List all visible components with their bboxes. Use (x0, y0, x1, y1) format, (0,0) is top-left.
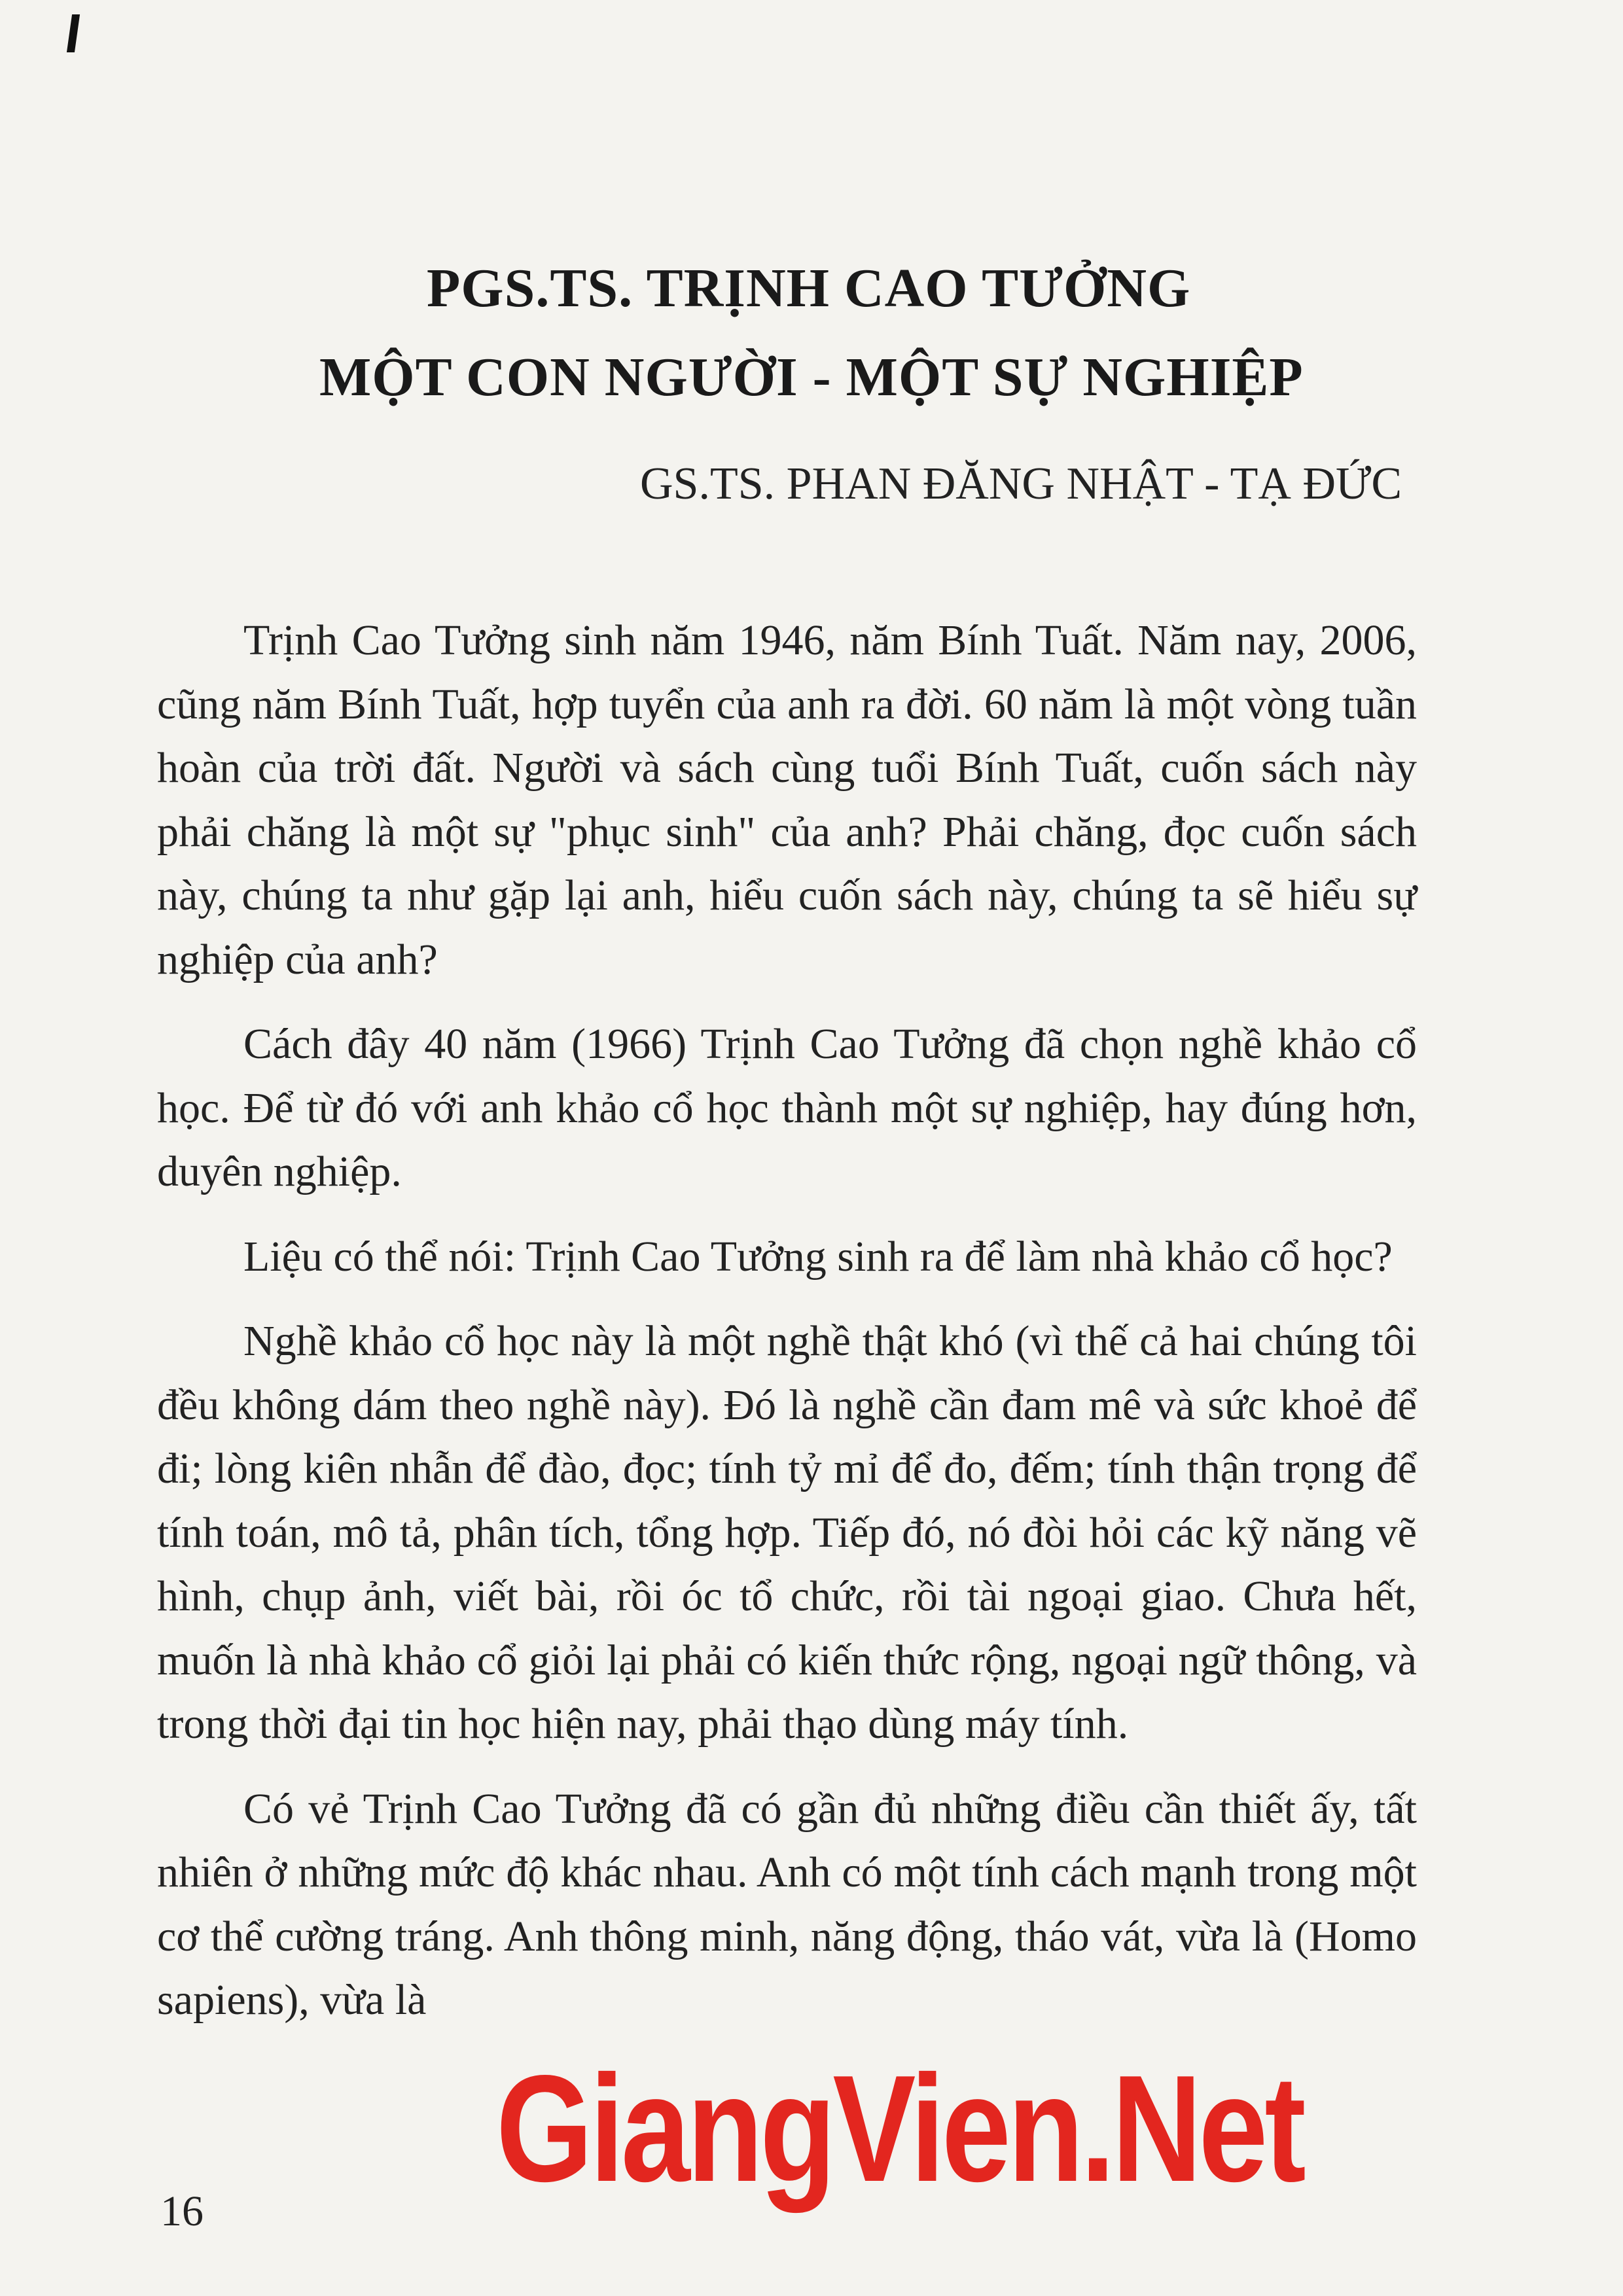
article-authors: GS.TS. PHAN ĐĂNG NHẬT - TẠ ĐỨC (640, 459, 1402, 509)
article-title-line-2: MỘT CON NGƯỜI - MỘT SỰ NGHIỆP (319, 347, 1304, 408)
body-paragraph: Cách đây 40 năm (1966) Trịnh Cao Tưởng đã chọn nghề khảo cổ học. Để từ đó với anh khảo cổ học thành một sự nghiệp, hay đúng hơn, duyên nghiệp. (157, 1020, 1417, 1195)
corner-scan-mark (67, 14, 80, 52)
article-title-line-1: PGS.TS. TRỊNH CAO TƯỞNG (427, 258, 1191, 319)
body-paragraph: Nghề khảo cổ học này là một nghề thật khó (vì thế cả hai chúng tôi đều không dám theo nghề này). Đó là nghề cần đam mê và sức khoẻ để đi; lòng kiên nhẫn để đào, đọc; tính tỷ mỉ để đo, đếm; tính thận trọng để tính toán, mô tả, phân tích, tổng hợp. Tiếp đó, nó đòi hỏi các kỹ năng vẽ hình, chụp ảnh, viết bài, rồi óc tổ chức, rồi tài ngoại giao. Chưa hết, muốn là nhà khảo cổ giỏi lại phải có kiến thức rộng, ngoại ngữ thông, và trong thời đại tin học hiện nay, phải thạo dùng máy tính. (157, 1317, 1417, 1748)
watermark-logo: GiangVien.Net (496, 2044, 1303, 2214)
body-paragraph: Liệu có thể nói: Trịnh Cao Tưởng sinh ra để làm nhà khảo cổ học? (243, 1232, 1393, 1280)
page-number: 16 (160, 2187, 204, 2235)
article-body (157, 609, 1417, 2053)
body-paragraph: Trịnh Cao Tưởng sinh năm 1946, năm Bính Tuất. Năm nay, 2006, cũng năm Bính Tuất, hợp tuyển của anh ra đời. 60 năm là một vòng tuần hoàn của trời đất. Người và sách cùng tuổi Bính Tuất, cuốn sách này phải chăng là một sự "phục sinh" của anh? Phải chăng, đọc cuốn sách này, chúng ta như gặp lại anh, hiểu cuốn sách này, chúng ta sẽ hiểu sự nghiệp của anh? (157, 616, 1417, 983)
body-paragraph: Có vẻ Trịnh Cao Tưởng đã có gần đủ những điều cần thiết ấy, tất nhiên ở những mức độ khác nhau. Anh có một tính cách mạnh trong một cơ thể cường tráng. Anh thông minh, năng động, tháo vát, vừa là (Homo sapiens), vừa là (157, 1784, 1417, 2024)
